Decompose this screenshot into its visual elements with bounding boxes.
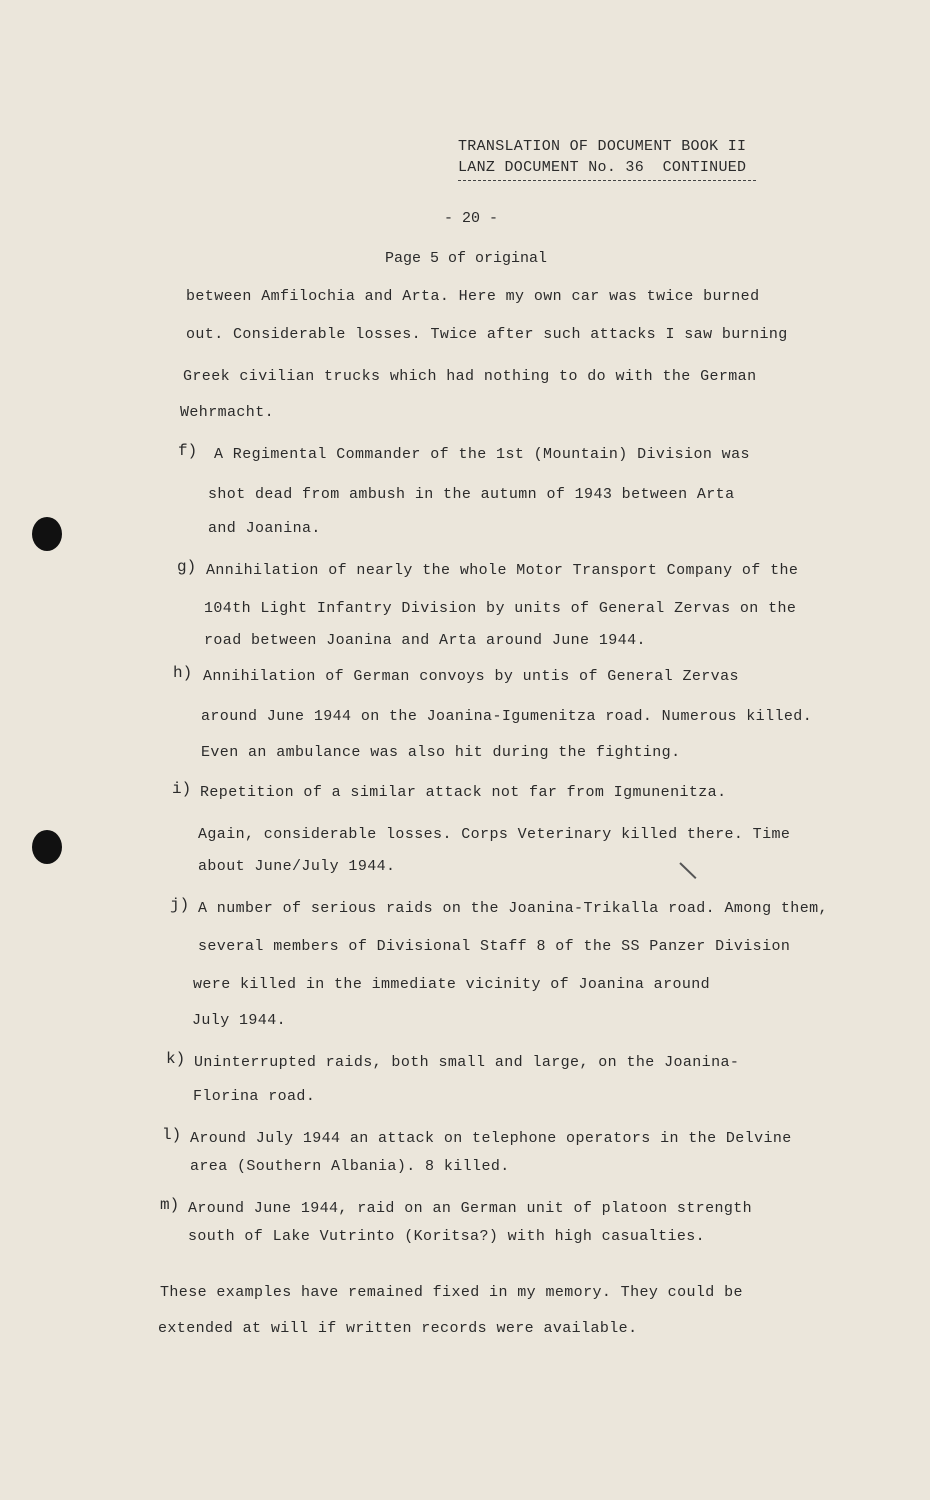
header-subtitle: LANZ DOCUMENT No. 36 CONTINUED <box>458 159 747 176</box>
header-title: TRANSLATION OF DOCUMENT BOOK II <box>458 138 747 155</box>
item-line: Around June 1944, raid on an German unit of platoon strength <box>188 1200 753 1217</box>
page-of-original: Page 5 of original <box>385 250 548 267</box>
item-line: road between Joanina and Arta around June 1944. <box>204 632 646 649</box>
item-letter: f) <box>178 442 198 460</box>
item-line: Even an ambulance was also hit during the fighting. <box>201 744 681 761</box>
item-line: 104th Light Infantry Division by units of General Zervas on the <box>204 600 797 617</box>
item-line: area (Southern Albania). 8 killed. <box>190 1158 510 1175</box>
closing-line: These examples have remained fixed in my memory. They could be <box>160 1284 743 1301</box>
item-line: Uninterrupted raids, both small and large, on the Joanina- <box>194 1054 740 1071</box>
closing-line: extended at will if written records were available. <box>158 1320 638 1337</box>
header-divider <box>458 180 756 181</box>
intro-line: between Amfilochia and Arta. Here my own car was twice burned <box>186 288 760 305</box>
intro-line: Greek civilian trucks which had nothing to do with the German <box>183 368 757 385</box>
intro-line: out. Considerable losses. Twice after such attacks I saw burning <box>186 326 788 343</box>
item-line: south of Lake Vutrinto (Koritsa?) with high casualties. <box>188 1228 706 1245</box>
item-line: shot dead from ambush in the autumn of 1943 between Arta <box>208 486 735 503</box>
item-letter: j) <box>170 896 190 914</box>
item-line: July 1944. <box>192 1012 287 1029</box>
punch-hole <box>32 517 62 551</box>
pencil-mark <box>679 862 696 879</box>
item-line: around June 1944 on the Joanina-Igumenitza road. Numerous killed. <box>201 708 813 725</box>
item-line: Florina road. <box>193 1088 316 1105</box>
item-line: Repetition of a similar attack not far from Igmunenitza. <box>200 784 727 801</box>
item-letter: h) <box>173 664 193 682</box>
item-line: Again, considerable losses. Corps Veterinary killed there. Time <box>198 826 791 843</box>
item-line: Around July 1944 an attack on telephone operators in the Delvine <box>190 1130 792 1147</box>
item-letter: g) <box>177 558 197 576</box>
item-letter: k) <box>166 1050 186 1068</box>
item-line: were killed in the immediate vicinity of Joanina around <box>193 976 711 993</box>
page-number: - 20 - <box>444 210 499 227</box>
document-header <box>458 136 756 181</box>
item-line: about June/July 1944. <box>198 858 396 875</box>
intro-line: Wehrmacht. <box>180 404 275 421</box>
item-letter: i) <box>172 780 192 798</box>
item-line: Annihilation of nearly the whole Motor Transport Company of the <box>206 562 799 579</box>
punch-hole <box>32 830 62 864</box>
item-line: A Regimental Commander of the 1st (Mountain) Division was <box>214 446 750 463</box>
item-letter: m) <box>160 1196 180 1214</box>
item-letter: l) <box>162 1126 182 1144</box>
item-line: several members of Divisional Staff 8 of the SS Panzer Division <box>198 938 791 955</box>
item-line: A number of serious raids on the Joanina-Trikalla road. Among them, <box>198 900 828 917</box>
item-line: Annihilation of German convoys by untis of General Zervas <box>203 668 739 685</box>
item-line: and Joanina. <box>208 520 321 537</box>
